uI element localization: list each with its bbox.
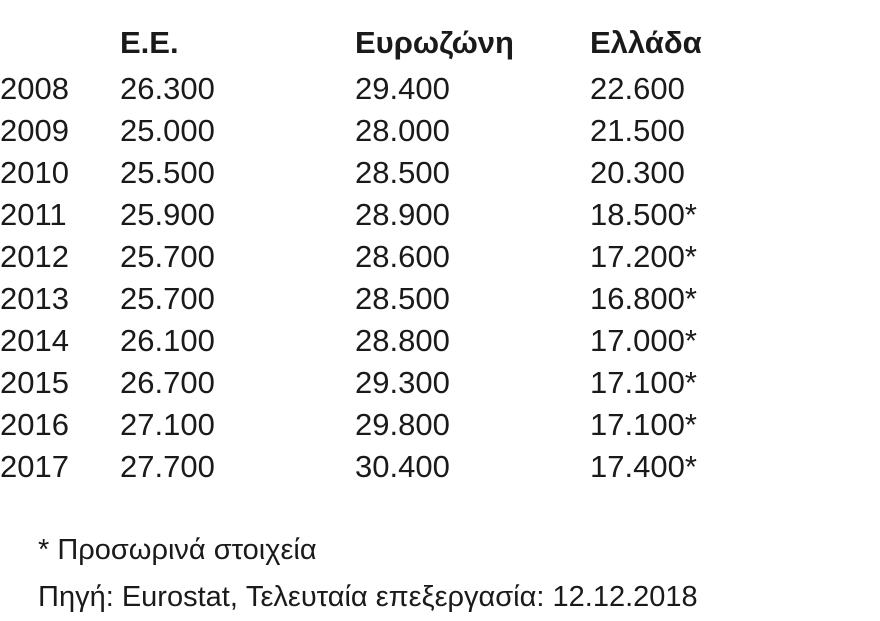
cell-eu: 25.900 [120,197,215,232]
table-body [0,68,825,488]
cell-eu: 25.000 [120,113,215,148]
table-row [0,362,825,404]
footnote-source: Πηγή: Eurostat, Τελευταία επεξεργασία: 12.12.2018 [38,581,698,613]
column-header-greece: Ελλάδα [590,25,702,60]
footnote-provisional: * Προσωρινά στοιχεία [38,534,317,566]
cell-eurozone: 29.800 [355,407,450,442]
cell-eurozone: 28.900 [355,197,450,232]
cell-eurozone: 28.500 [355,155,450,190]
cell-eurozone: 30.400 [355,449,450,484]
cell-greece: 21.500 [590,113,685,148]
cell-year: 2012 [0,239,69,274]
cell-year: 2010 [0,155,69,190]
cell-eurozone: 28.600 [355,239,450,274]
cell-year: 2016 [0,407,69,442]
cell-year: 2011 [0,197,67,232]
cell-eurozone: 28.000 [355,113,450,148]
table-row [0,446,825,488]
cell-eu: 27.700 [120,449,215,484]
footnotes [0,530,880,618]
table-row [0,320,825,362]
cell-year: 2013 [0,281,69,316]
column-header-eurozone: Ευρωζώνη [355,25,514,60]
table-row [0,110,825,152]
table-header [0,18,825,68]
cell-greece: 16.800* [590,281,697,316]
cell-eu: 26.700 [120,365,215,400]
cell-year: 2015 [0,365,69,400]
table-row [0,194,825,236]
table-header-row [0,18,825,68]
cell-eu: 26.300 [120,71,215,106]
data-table [0,18,825,488]
table-row [0,278,825,320]
cell-greece: 17.100* [590,365,697,400]
cell-eurozone: 28.500 [355,281,450,316]
cell-greece: 17.200* [590,239,697,274]
cell-greece: 17.400* [590,449,697,484]
column-header-eu: Ε.Ε. [120,25,179,60]
table-row [0,236,825,278]
cell-eu: 26.100 [120,323,215,358]
table-row [0,404,825,446]
cell-greece: 18.500* [590,197,697,232]
cell-year: 2014 [0,323,69,358]
table-row [0,68,825,110]
column-header-year [0,18,120,68]
cell-eu: 25.700 [120,281,215,316]
cell-greece: 20.300 [590,155,685,190]
cell-year: 2009 [0,113,69,148]
cell-eurozone: 28.800 [355,323,450,358]
cell-eu: 27.100 [120,407,215,442]
cell-greece: 17.100* [590,407,697,442]
cell-year: 2017 [0,449,69,484]
cell-eurozone: 29.300 [355,365,450,400]
cell-eu: 25.700 [120,239,215,274]
cell-eu: 25.500 [120,155,215,190]
cell-eurozone: 29.400 [355,71,450,106]
cell-greece: 17.000* [590,323,697,358]
cell-greece: 22.600 [590,71,685,106]
table-row [0,152,825,194]
cell-year: 2008 [0,71,69,106]
